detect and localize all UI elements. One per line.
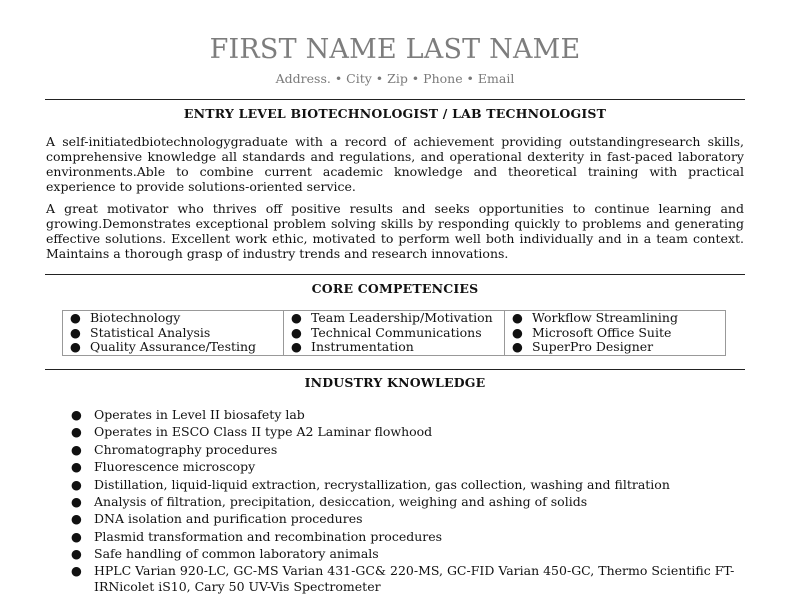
competencies-title: CORE COMPETENCIES xyxy=(311,281,479,296)
bullet-icon: ● xyxy=(291,310,302,325)
contact-line: Address. • City • Zip • Phone • Email xyxy=(275,71,515,86)
bullet-icon: ● xyxy=(71,528,82,544)
bullet-icon: ● xyxy=(71,424,82,440)
competencies-table xyxy=(62,310,726,356)
bullet-icon: ● xyxy=(71,562,82,578)
bullet-icon: ● xyxy=(70,324,81,340)
divider xyxy=(45,99,745,100)
list-item: ● Safe handling of common laboratory animals xyxy=(71,546,379,562)
competency-column xyxy=(505,311,726,356)
list-item: ● Chromatography procedures xyxy=(71,441,278,457)
candidate-name: FIRST NAME LAST NAME xyxy=(209,34,581,65)
competency-column xyxy=(63,311,284,356)
list-item: ● Technical Communications xyxy=(291,324,482,340)
bullet-icon: ● xyxy=(71,459,82,475)
list-item: ● Analysis of filtration, precipitation, desiccation, weighing and ashing of solids xyxy=(71,494,588,510)
list-item: ● Instrumentation xyxy=(291,339,414,355)
list-item: ● Workflow Streamlining xyxy=(512,310,678,325)
list-item: ● Team Leadership/Motivation xyxy=(291,310,493,325)
summary-paragraph-2: A great motivator who thrives off positive results and seeks opportunities to continue learning and growing.Demonstrates exceptional problem solving skills by responding quickly to problems and generating effective solutions. Excellent work ethic, motivated to perform well both individually and in a team context. Maintains a thorough grasp of industry trends and research innovations. xyxy=(46,201,744,261)
bullet-icon: ● xyxy=(512,324,523,340)
bullet-icon: ● xyxy=(70,310,81,325)
bullet-icon: ● xyxy=(71,476,82,492)
bullet-icon: ● xyxy=(71,441,82,457)
objective-title: ENTRY LEVEL BIOTECHNOLOGIST / LAB TECHNOLOGIST xyxy=(183,106,607,121)
bullet-icon: ● xyxy=(512,339,523,355)
list-item: ● Distillation, liquid-liquid extraction, recrystallization, gas collection, washing and filtration xyxy=(71,476,670,492)
list-item: ● Operates in ESCO Class II type A2 Laminar flowhood xyxy=(71,424,433,440)
bullet-icon: ● xyxy=(71,494,82,510)
list-item: ● Statistical Analysis xyxy=(70,324,211,340)
list-item: ● Fluorescence microscopy xyxy=(71,459,256,475)
list-item: ● DNA isolation and purification procedures xyxy=(71,511,363,527)
list-item: ● Microsoft Office Suite xyxy=(512,324,672,340)
list-item: ● SuperPro Designer xyxy=(512,339,654,355)
knowledge-list xyxy=(70,406,750,595)
list-item: ● HPLC Varian 920-LC, GC-MS Varian 431-GC& 220-MS, GC-FID Varian 450-GC, Thermo Scientific FT-IRNicolet iS10, Cary 50 UV-Vis Spectrometer xyxy=(71,562,735,594)
divider xyxy=(45,369,745,370)
summary-paragraph-1: A self-initiatedbiotechnologygraduate with a record of achievement providing outstandingresearch skills, comprehensive knowledge all standards and regulations, and operational dexterity in fast-paced laboratory environments.Able to combine current academic knowledge and theoretical training with practical experience to provide solutions-oriented service. xyxy=(46,134,744,194)
bullet-icon: ● xyxy=(71,511,82,527)
bullet-icon: ● xyxy=(70,339,81,355)
list-item: ● Biotechnology xyxy=(70,310,181,325)
bullet-icon: ● xyxy=(512,310,523,325)
competency-column xyxy=(284,311,505,356)
knowledge-title: INDUSTRY KNOWLEDGE xyxy=(304,375,486,390)
list-item: ● Plasmid transformation and recombination procedures xyxy=(71,528,443,544)
bullet-icon: ● xyxy=(71,546,82,562)
bullet-icon: ● xyxy=(291,339,302,355)
bullet-icon: ● xyxy=(71,407,82,422)
bullet-icon: ● xyxy=(291,324,302,340)
list-item: ● Operates in Level II biosafety lab xyxy=(71,407,305,422)
list-item: ● Quality Assurance/Testing xyxy=(70,339,257,355)
divider xyxy=(45,274,745,275)
